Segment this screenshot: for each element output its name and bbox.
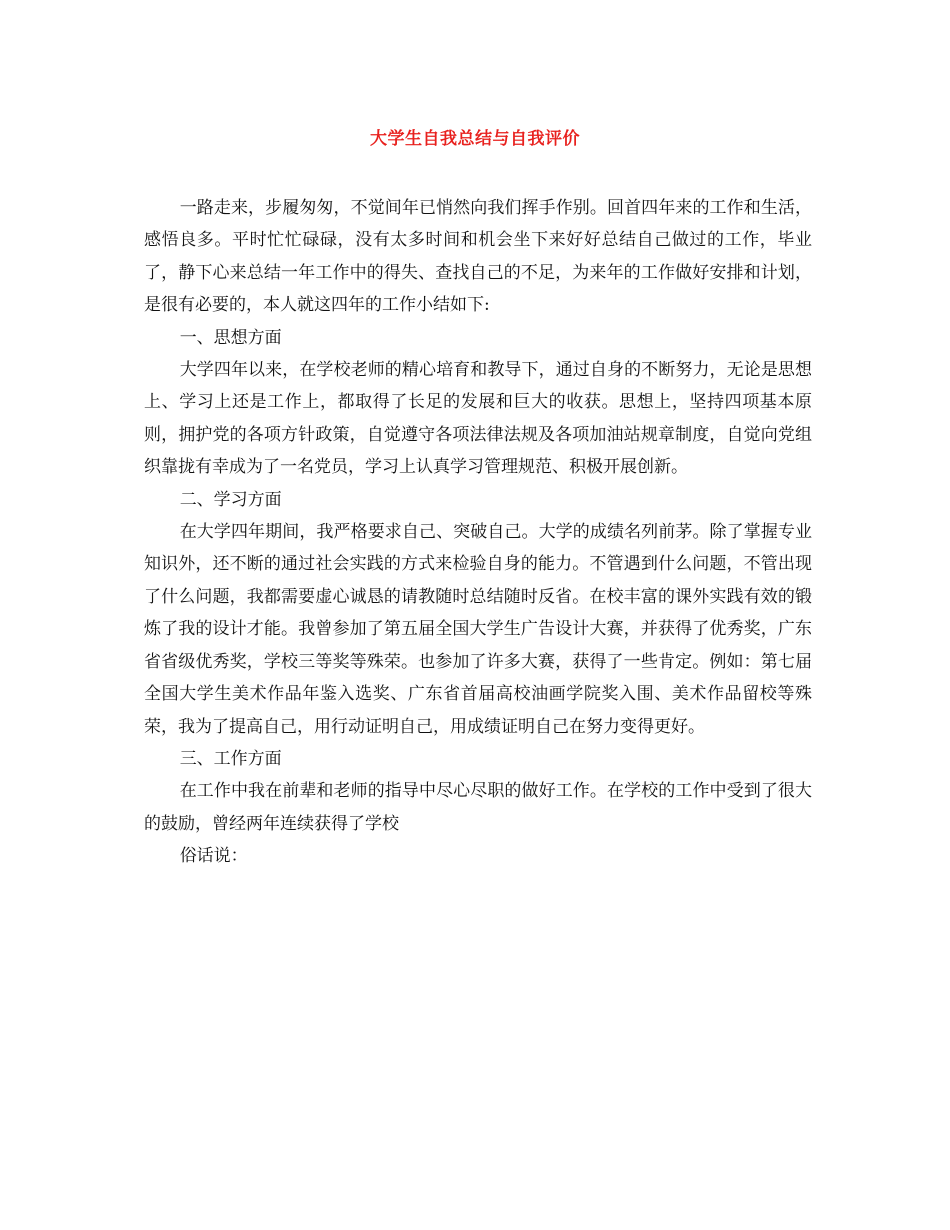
section-paragraph-thought: 大学四年以来，在学校老师的精心培育和教导下，通过自身的不断努力，无论是思想上、学习上还是工作上，都取得了长足的发展和巨大的收获。思想上，坚持四项基本原则，拥护党的各项方针政策，自觉遵守各项法律法规及各项加油站规章制度，自觉向党组织靠拢有幸成为了一名党员，学习上认真学习管理规范、积极开展创新。 (144, 360, 812, 478)
intro-paragraph: 一路走来，步履匆匆，不觉间年已悄然向我们挥手作别。回首四年来的工作和生活，感悟良多。平时忙忙碌碌，没有太多时间和机会坐下来好好总结自己做过的工作，毕业了，静下心来总结一年工作中的得失、查找自己的不足，为来年的工作做好安排和计划，是很有必要的，本人就这四年的工作小结如下: (144, 198, 812, 316)
section-heading-thought: 一、思想方面 (179, 327, 282, 348)
document-body (144, 192, 812, 873)
closing-paragraph: 俗话说： (179, 846, 248, 867)
section-heading-study: 二、学习方面 (179, 489, 282, 510)
section-heading-work: 三、工作方面 (179, 748, 282, 769)
section-paragraph-study: 在大学四年期间，我严格要求自己、突破自己。大学的成绩名列前茅。除了掌握专业知识外，还不断的通过社会实践的方式来检验自身的能力。不管遇到什么问题，不管出现了什么问题，我都需要虚心诚恳的请教随时总结随时反省。在校丰富的课外实践有效的锻炼了我的设计才能。我曾参加了第五届全国大学生广告设计大赛，并获得了优秀奖，广东省省级优秀奖，学校三等奖等殊荣。也参加了许多大赛，获得了一些肯定。例如：第七届全国大学生美术作品年鉴入选奖、广东省首届高校油画学院奖入围、美术作品留校等殊荣，我为了提高自己，用行动证明自己，用成绩证明自己在努力变得更好。 (144, 522, 812, 737)
section-paragraph-work: 在工作中我在前辈和老师的指导中尽心尽职的做好工作。在学校的工作中受到了很大的鼓励，曾经两年连续获得了学校 (144, 781, 812, 834)
document-title: 大学生自我总结与自我评价 (370, 129, 580, 149)
